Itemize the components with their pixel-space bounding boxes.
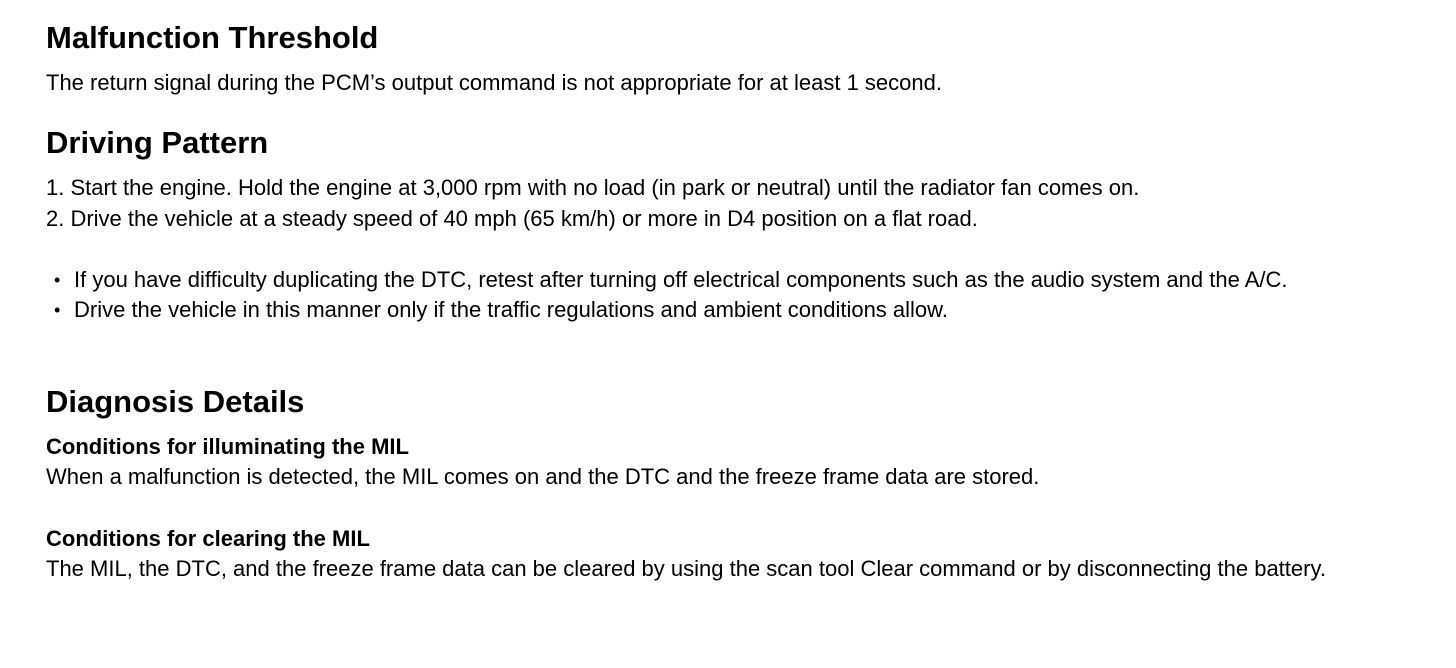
driving-pattern-heading: Driving Pattern (46, 125, 269, 160)
clearing-mil-title: Conditions for clearing the MIL (46, 526, 370, 551)
clearing-mil-text: The MIL, the DTC, and the freeze frame data can be cleared by using the scan tool Clear command or by disconnecting the battery. (46, 556, 1326, 581)
malfunction-threshold-text: The return signal during the PCM’s output command is not appropriate for at least 1 second. (46, 70, 942, 95)
malfunction-threshold-heading: Malfunction Threshold (46, 20, 379, 55)
diagnosis-details-heading: Diagnosis Details (46, 384, 305, 419)
note-text: Drive the vehicle in this manner only if the traffic regulations and ambient conditions allow. (74, 297, 948, 322)
illuminating-mil-title: Conditions for illuminating the MIL (46, 434, 409, 459)
illuminating-mil-text: When a malfunction is detected, the MIL comes on and the DTC and the freeze frame data are stored. (46, 464, 1040, 489)
bullet-icon: • (54, 300, 61, 320)
note-item (54, 295, 1414, 325)
driving-pattern-steps (46, 172, 1139, 234)
note-item (54, 265, 1414, 295)
bullet-icon: • (54, 270, 61, 290)
driving-step-1: 1. Start the engine. Hold the engine at 3,000 rpm with no load (in park or neutral) until the radiator fan comes on. (46, 175, 1140, 200)
driving-pattern-notes (54, 265, 1414, 325)
note-text: If you have difficulty duplicating the DTC, retest after turning off electrical components such as the audio system and the A/C. (74, 267, 1288, 292)
driving-step-2: 2. Drive the vehicle at a steady speed of 40 mph (65 km/h) or more in D4 position on a flat road. (46, 206, 978, 231)
